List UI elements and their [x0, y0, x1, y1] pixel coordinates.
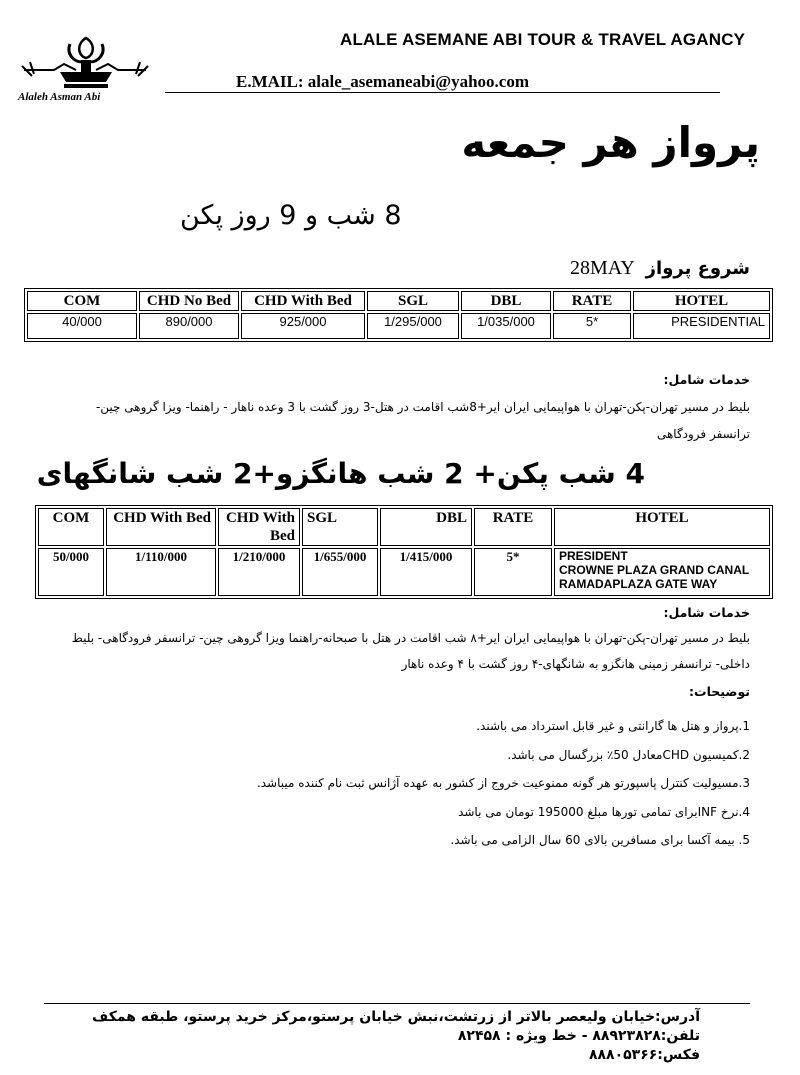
header-divider [165, 92, 720, 93]
cell-chd-no-bed: 890/000 [139, 313, 239, 339]
tour2-services-label: خدمات شامل: [663, 605, 750, 620]
cell-chd-with-bed-2: 1/210/000 [218, 548, 300, 596]
tour2-title: 4 شب پکن+ 2 شب هانگزو+2 شب شانگهای [36, 457, 645, 490]
note-item: 5. بیمه آکسا برای مسافرین بالای 60 سال الزامی می باشد. [450, 833, 750, 847]
note-item: 2.کمیسیون CHDمعادل 50٪ بزرگسال می باشد. [507, 747, 750, 762]
footer-contact [80, 1008, 700, 1065]
note-item: 1.پرواز و هتل ها گارانتی و غیر قابل استرداد می باشند. [476, 719, 750, 733]
tour1-services-line2: ترانسفر فرودگاهی [656, 427, 750, 441]
tour1-price-table [24, 288, 773, 342]
agency-email: E.MAIL: alale_asemaneabi@yahoo.com [236, 72, 529, 91]
tour2-services-text [20, 625, 750, 677]
col-chd-with-bed: CHD With Bed [241, 291, 365, 311]
tour1-services-text [50, 394, 750, 448]
note-item: 4.نرخ INFبرای تمامی تورها مبلغ 195000 تومان می باشد [458, 804, 750, 819]
cell-sgl: 1/655/000 [302, 548, 378, 596]
tour2-services-line2: داخلی- ترانسفر زمینی هانگزو به شانگهای-۴ روز گشت با ۴ وعده ناهار [401, 657, 750, 671]
cell-dbl: 1/415/000 [380, 548, 472, 596]
footer-address: آدرس:خیابان ولیعصر بالاتر از زرتشت،نبش خیابان پرستو،مرکز خرید پرستو، طبقه همکف [92, 1009, 700, 1025]
col-hotel: HOTEL [633, 291, 770, 311]
cell-rate: 5* [474, 548, 552, 596]
logo-text: Alaleh Asman Abi [18, 91, 101, 103]
cell-chd-with-bed: 925/000 [241, 313, 365, 339]
cell-chd-with-bed-1: 1/110/000 [106, 548, 216, 596]
col-dbl: DBL [380, 508, 472, 546]
cell-com: 40/000 [27, 313, 137, 339]
cell-hotel: PRESIDENTIAL [633, 313, 770, 339]
agency-name: ALALE ASEMANE ABI TOUR & TRAVEL AGANCY [340, 30, 746, 49]
start-date-label: شروع پرواز [645, 258, 750, 279]
cell-com: 50/000 [38, 548, 104, 596]
main-title: پرواز هر جمعه [461, 118, 760, 167]
table-row [27, 313, 770, 339]
hotel-name: CROWNE PLAZA GRAND CANAL [559, 563, 750, 577]
footer-fax: فکس:۸۸۸۰۵۳۶۶ [588, 1047, 700, 1063]
col-rate: RATE [474, 508, 552, 546]
tour2-services-line1: بلیط در مسیر تهران-پکن-تهران با هواپیمایی ایران ایر+۸ شب اقامت در هتل با صبحانه-راهنما ویزا گروهی چین- ترانسفر فرودگاهی- بلیط [71, 631, 750, 645]
tour1-services-label: خدمات شامل: [663, 372, 750, 387]
col-com: COM [38, 508, 104, 546]
table-header-row [27, 291, 770, 311]
agency-logo-icon [20, 36, 150, 94]
col-sgl: SGL [302, 508, 378, 546]
note-item: 3.مسیولیت کنترل پاسپورتو هر گونه ممنوعیت خروج از کشور به عهده آژانس ثبت نام کننده میباشد. [256, 776, 750, 790]
hotel-name: RAMADAPLAZA GATE WAY [559, 577, 718, 591]
col-hotel: HOTEL [554, 508, 770, 546]
tour2-price-table [35, 505, 773, 599]
col-chd-no-bed: CHD No Bed [139, 291, 239, 311]
col-com: COM [27, 291, 137, 311]
start-date: 28MAY [570, 257, 635, 279]
cell-dbl: 1/035/000 [461, 313, 551, 339]
footer-phone: تلفن:۸۸۹۲۳۸۲۸ - خط ویژه : ۸۲۴۵۸ [457, 1028, 700, 1044]
col-sgl: SGL [367, 291, 459, 311]
notes-list [50, 712, 750, 855]
col-rate: RATE [553, 291, 631, 311]
cell-sgl: 1/295/000 [367, 313, 459, 339]
table-row [38, 548, 770, 596]
table-header-row [38, 508, 770, 546]
hotel-name: PRESIDENT [559, 549, 628, 563]
cell-hotels [554, 548, 770, 596]
col-dbl: DBL [461, 291, 551, 311]
footer-divider [44, 1003, 750, 1004]
col-chd-with-bed-1: CHD With Bed [106, 508, 216, 546]
tour1-title: 8 شب و 9 روز پکن [180, 200, 402, 231]
cell-rate: 5* [553, 313, 631, 339]
col-chd-with-bed-2: CHD With Bed [218, 508, 300, 546]
notes-label: توضیحات: [689, 684, 750, 699]
tour1-services-line1: بلیط در مسیر تهران-پکن-تهران با هواپیمایی ایران ایر+8شب اقامت در هتل-3 روز گشت با 3 وعده ناهار - راهنما- ویزا گروهی چین- [95, 400, 750, 414]
